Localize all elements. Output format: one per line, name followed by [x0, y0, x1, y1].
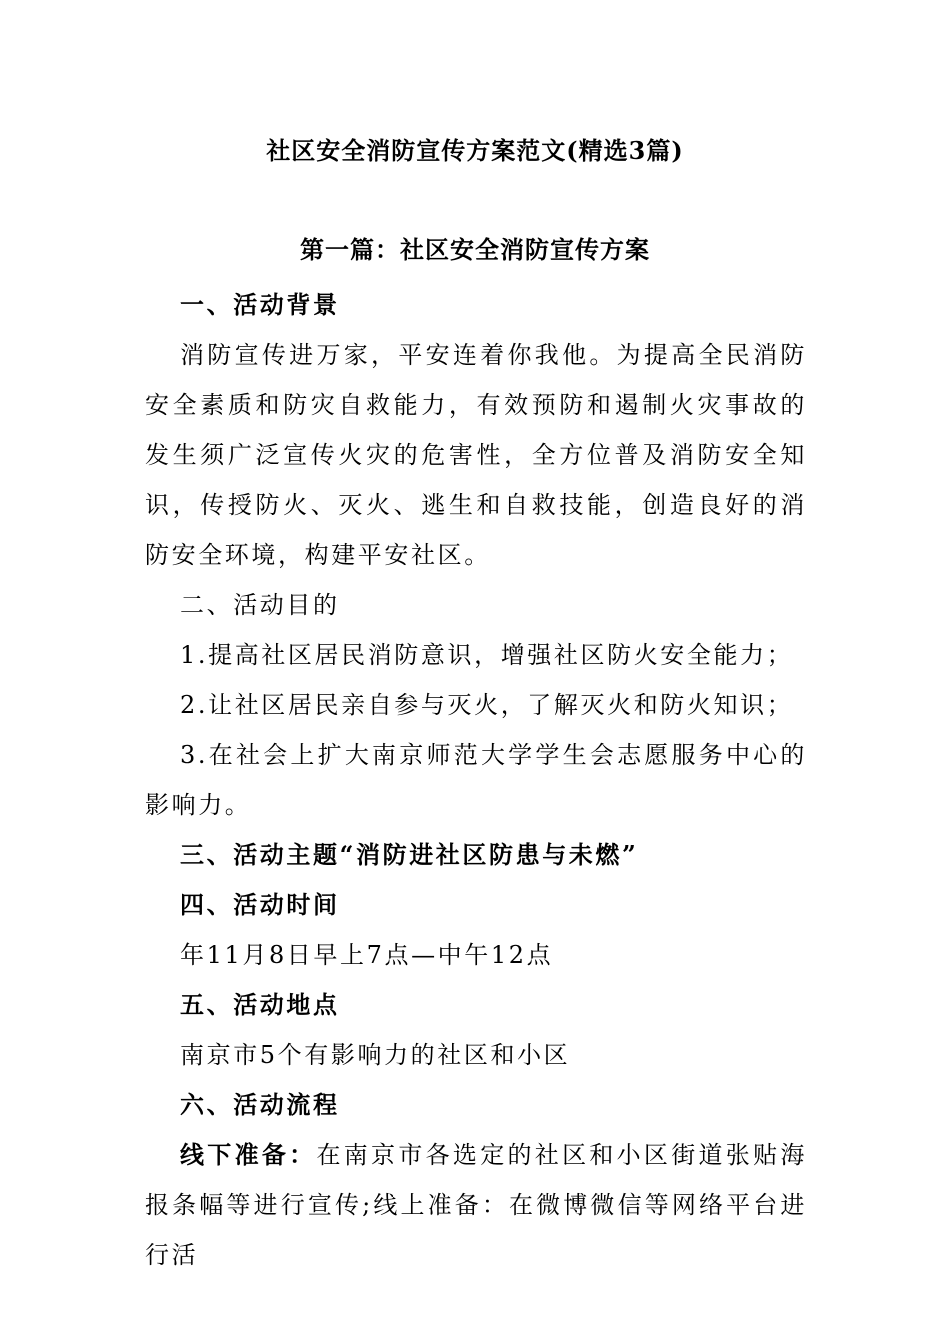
process-text: 在南京市各选定的社区和小区街道张贴海报条幅等进行宣传;线上准备：在微博微信等网络平台进行活 [145, 1141, 807, 1269]
heading-process: 六、活动流程 [180, 1090, 340, 1119]
heading-time: 四、活动时间 [180, 890, 340, 919]
heading-theme: 三、活动主题“消防进社区防患与未燃” [180, 840, 639, 869]
paragraph-time: 年11月8日早上7点—中午12点 [180, 941, 554, 969]
heading-background: 一、活动背景 [180, 290, 340, 319]
document-body [145, 280, 807, 1280]
purpose-item-1: 1.提高社区居民消防意识，增强社区防火安全能力； [180, 641, 794, 669]
heading-purpose: 二、活动目的 [180, 591, 340, 619]
paragraph-background: 消防宣传进万家，平安连着你我他。为提高全民消防安全素质和防灾自救能力，有效预防和遏制火灾事故的发生须广泛宣传火灾的危害性，全方位普及消防安全知识，传授防火、灭火、逃生和自救技能，创造良好的消防安全环境，构建平安社区。 [145, 341, 807, 569]
heading-location: 五、活动地点 [180, 990, 340, 1019]
purpose-item-3: 3.在社会上扩大南京师范大学学生会志愿服务中心的影响力。 [145, 741, 807, 819]
process-lead: 线下准备： [180, 1140, 317, 1169]
purpose-item-2: 2.让社区居民亲自参与灭火，了解灭火和防火知识； [180, 691, 794, 719]
document-title: 社区安全消防宣传方案范文(精选3篇) [266, 136, 684, 165]
section-title: 第一篇：社区安全消防宣传方案 [300, 235, 650, 264]
paragraph-process [145, 1130, 807, 1280]
paragraph-location: 南京市5个有影响力的社区和小区 [180, 1041, 571, 1069]
